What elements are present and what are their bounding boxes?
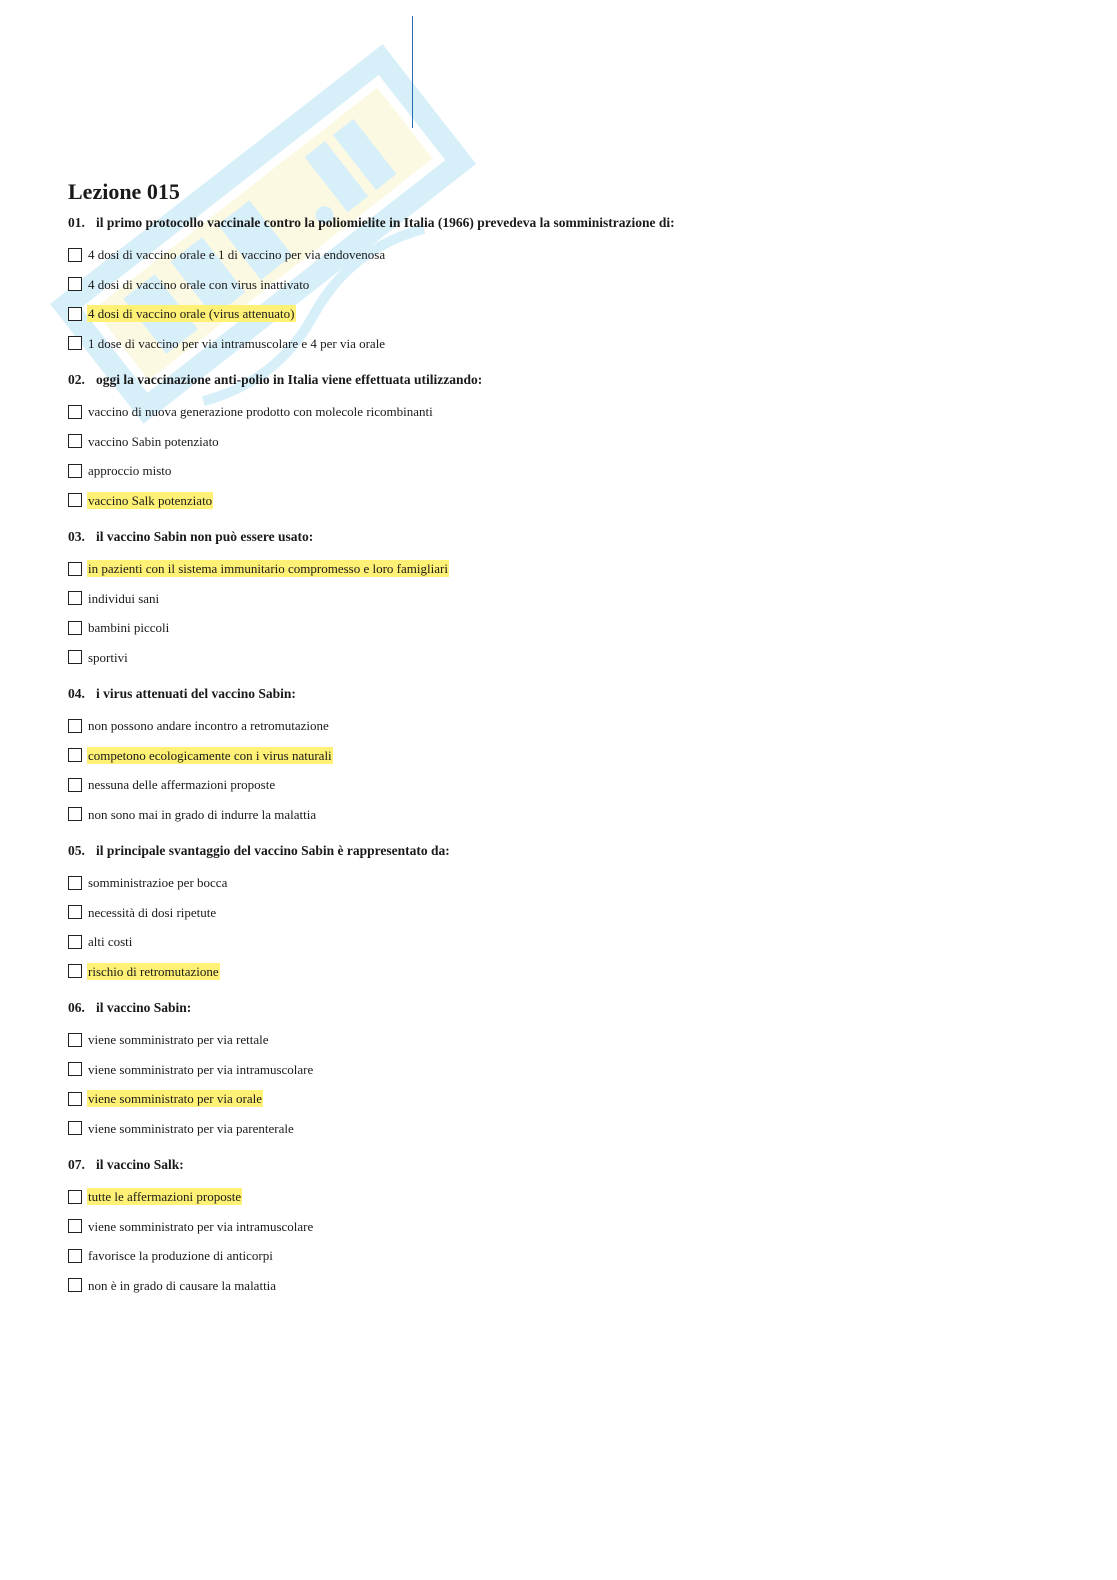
answer-option[interactable] bbox=[68, 927, 1048, 957]
lesson-title: Lezione 015 bbox=[68, 179, 180, 204]
question-heading bbox=[68, 842, 1048, 860]
question-heading bbox=[68, 371, 1048, 389]
question-4 bbox=[68, 685, 1048, 829]
answer-text: sportivi bbox=[88, 649, 128, 665]
question-number: 04. bbox=[68, 686, 85, 701]
answer-options bbox=[68, 1182, 1048, 1300]
checkbox-icon[interactable] bbox=[68, 277, 82, 291]
question-2 bbox=[68, 371, 1048, 515]
answer-text: non sono mai in grado di indurre la malattia bbox=[88, 806, 317, 822]
question-number: 02. bbox=[68, 372, 85, 387]
checkbox-icon[interactable] bbox=[68, 748, 82, 762]
checkbox-icon[interactable] bbox=[68, 405, 82, 419]
question-heading bbox=[68, 999, 1048, 1017]
answer-option[interactable] bbox=[68, 397, 1048, 427]
answer-text: viene somministrato per via rettale bbox=[88, 1032, 269, 1048]
answer-text: somministrazioe per bocca bbox=[88, 875, 228, 891]
answer-option[interactable] bbox=[68, 868, 1048, 898]
answer-options bbox=[68, 240, 1048, 358]
answer-option[interactable] bbox=[68, 770, 1048, 800]
checkbox-icon[interactable] bbox=[68, 1249, 82, 1263]
answer-text: individui sani bbox=[88, 590, 160, 606]
answer-option[interactable] bbox=[68, 1271, 1048, 1301]
question-3 bbox=[68, 528, 1048, 672]
answer-option[interactable] bbox=[68, 643, 1048, 673]
highlighted-answer-text: rischio di retromutazione bbox=[88, 963, 219, 979]
answer-option[interactable] bbox=[68, 270, 1048, 300]
question-heading bbox=[68, 214, 1048, 232]
checkbox-icon[interactable] bbox=[68, 591, 82, 605]
answer-option[interactable] bbox=[68, 1084, 1048, 1114]
answer-option[interactable] bbox=[68, 800, 1048, 830]
question-number: 01. bbox=[68, 215, 85, 230]
lesson-content bbox=[68, 178, 1048, 1313]
checkbox-icon[interactable] bbox=[68, 434, 82, 448]
answer-text: alti costi bbox=[88, 934, 133, 950]
highlighted-answer-text: 4 dosi di vaccino orale (virus attenuato) bbox=[88, 306, 295, 322]
checkbox-icon[interactable] bbox=[68, 807, 82, 821]
answer-option[interactable] bbox=[68, 1182, 1048, 1212]
question-number: 03. bbox=[68, 529, 85, 544]
answer-option[interactable] bbox=[68, 584, 1048, 614]
question-text: il vaccino Sabin: bbox=[96, 1000, 192, 1015]
highlighted-answer-text: in pazienti con il sistema immunitario compromesso e loro famigliari bbox=[88, 561, 448, 577]
checkbox-icon[interactable] bbox=[68, 1121, 82, 1135]
answer-text: necessità di dosi ripetute bbox=[88, 904, 217, 920]
question-text: il primo protocollo vaccinale contro la poliomielite in Italia (1966) prevedeva la somministrazione di: bbox=[96, 215, 675, 230]
checkbox-icon[interactable] bbox=[68, 1278, 82, 1292]
answer-options bbox=[68, 868, 1048, 986]
question-text: oggi la vaccinazione anti-polio in Italia viene effettuata utilizzando: bbox=[96, 372, 483, 387]
answer-text: non è in grado di causare la malattia bbox=[88, 1277, 277, 1293]
answer-text: vaccino Sabin potenziato bbox=[88, 433, 219, 449]
question-7 bbox=[68, 1156, 1048, 1300]
checkbox-icon[interactable] bbox=[68, 493, 82, 507]
checkbox-icon[interactable] bbox=[68, 621, 82, 635]
answer-option[interactable] bbox=[68, 240, 1048, 270]
question-text: il principale svantaggio del vaccino Sabin è rappresentato da: bbox=[96, 843, 450, 858]
answer-text: 4 dosi di vaccino orale e 1 di vaccino per via endovenosa bbox=[88, 247, 386, 263]
question-5 bbox=[68, 842, 1048, 986]
checkbox-icon[interactable] bbox=[68, 1062, 82, 1076]
answer-option[interactable] bbox=[68, 1212, 1048, 1242]
question-text: il vaccino Sabin non può essere usato: bbox=[96, 529, 314, 544]
checkbox-icon[interactable] bbox=[68, 248, 82, 262]
answer-text: non possono andare incontro a retromutazione bbox=[88, 718, 329, 734]
question-1 bbox=[68, 214, 1048, 358]
checkbox-icon[interactable] bbox=[68, 562, 82, 576]
answer-option[interactable] bbox=[68, 1114, 1048, 1144]
answer-option[interactable] bbox=[68, 898, 1048, 928]
question-heading bbox=[68, 1156, 1048, 1174]
checkbox-icon[interactable] bbox=[68, 464, 82, 478]
question-heading bbox=[68, 685, 1048, 703]
checkbox-icon[interactable] bbox=[68, 1092, 82, 1106]
top-vertical-rule bbox=[412, 16, 413, 128]
question-number: 07. bbox=[68, 1157, 85, 1172]
checkbox-icon[interactable] bbox=[68, 778, 82, 792]
answer-option[interactable] bbox=[68, 329, 1048, 359]
checkbox-icon[interactable] bbox=[68, 1190, 82, 1204]
checkbox-icon[interactable] bbox=[68, 719, 82, 733]
checkbox-icon[interactable] bbox=[68, 336, 82, 350]
checkbox-icon[interactable] bbox=[68, 307, 82, 321]
answer-text: 1 dose di vaccino per via intramuscolare e 4 per via orale bbox=[88, 335, 386, 351]
question-number: 05. bbox=[68, 843, 85, 858]
question-heading bbox=[68, 528, 1048, 546]
answer-text: vaccino di nuova generazione prodotto con molecole ricombinanti bbox=[88, 404, 433, 420]
answer-text: viene somministrato per via parenterale bbox=[88, 1120, 294, 1136]
checkbox-icon[interactable] bbox=[68, 1033, 82, 1047]
answer-text: approccio misto bbox=[88, 463, 172, 479]
answer-text: bambini piccoli bbox=[88, 620, 170, 636]
answer-text: viene somministrato per via intramuscolare bbox=[88, 1218, 314, 1234]
answer-text: 4 dosi di vaccino orale con virus inattivato bbox=[88, 276, 310, 292]
answer-option[interactable] bbox=[68, 957, 1048, 987]
answer-text: nessuna delle affermazioni proposte bbox=[88, 777, 276, 793]
checkbox-icon[interactable] bbox=[68, 935, 82, 949]
answer-option[interactable] bbox=[68, 456, 1048, 486]
answer-option[interactable] bbox=[68, 486, 1048, 516]
answer-option[interactable] bbox=[68, 554, 1048, 584]
question-text: i virus attenuati del vaccino Sabin: bbox=[96, 686, 296, 701]
question-list bbox=[68, 214, 1048, 1300]
question-6 bbox=[68, 999, 1048, 1143]
question-text: il vaccino Salk: bbox=[96, 1157, 184, 1172]
answer-option[interactable] bbox=[68, 1055, 1048, 1085]
answer-option[interactable] bbox=[68, 741, 1048, 771]
answer-options bbox=[68, 554, 1048, 672]
answer-text: favorisce la produzione di anticorpi bbox=[88, 1248, 273, 1264]
answer-options bbox=[68, 1025, 1048, 1143]
answer-option[interactable] bbox=[68, 1025, 1048, 1055]
answer-option[interactable] bbox=[68, 711, 1048, 741]
answer-options bbox=[68, 711, 1048, 829]
highlighted-answer-text: competono ecologicamente con i virus naturali bbox=[88, 747, 332, 763]
checkbox-icon[interactable] bbox=[68, 964, 82, 978]
highlighted-answer-text: viene somministrato per via orale bbox=[88, 1091, 263, 1107]
checkbox-icon[interactable] bbox=[68, 650, 82, 664]
checkbox-icon[interactable] bbox=[68, 1219, 82, 1233]
highlighted-answer-text: tutte le affermazioni proposte bbox=[88, 1189, 242, 1205]
answer-option[interactable] bbox=[68, 299, 1048, 329]
question-number: 06. bbox=[68, 1000, 85, 1015]
answer-options bbox=[68, 397, 1048, 515]
answer-option[interactable] bbox=[68, 427, 1048, 457]
answer-option[interactable] bbox=[68, 613, 1048, 643]
checkbox-icon[interactable] bbox=[68, 876, 82, 890]
highlighted-answer-text: vaccino Salk potenziato bbox=[88, 492, 213, 508]
answer-option[interactable] bbox=[68, 1241, 1048, 1271]
answer-text: viene somministrato per via intramuscolare bbox=[88, 1061, 314, 1077]
checkbox-icon[interactable] bbox=[68, 905, 82, 919]
